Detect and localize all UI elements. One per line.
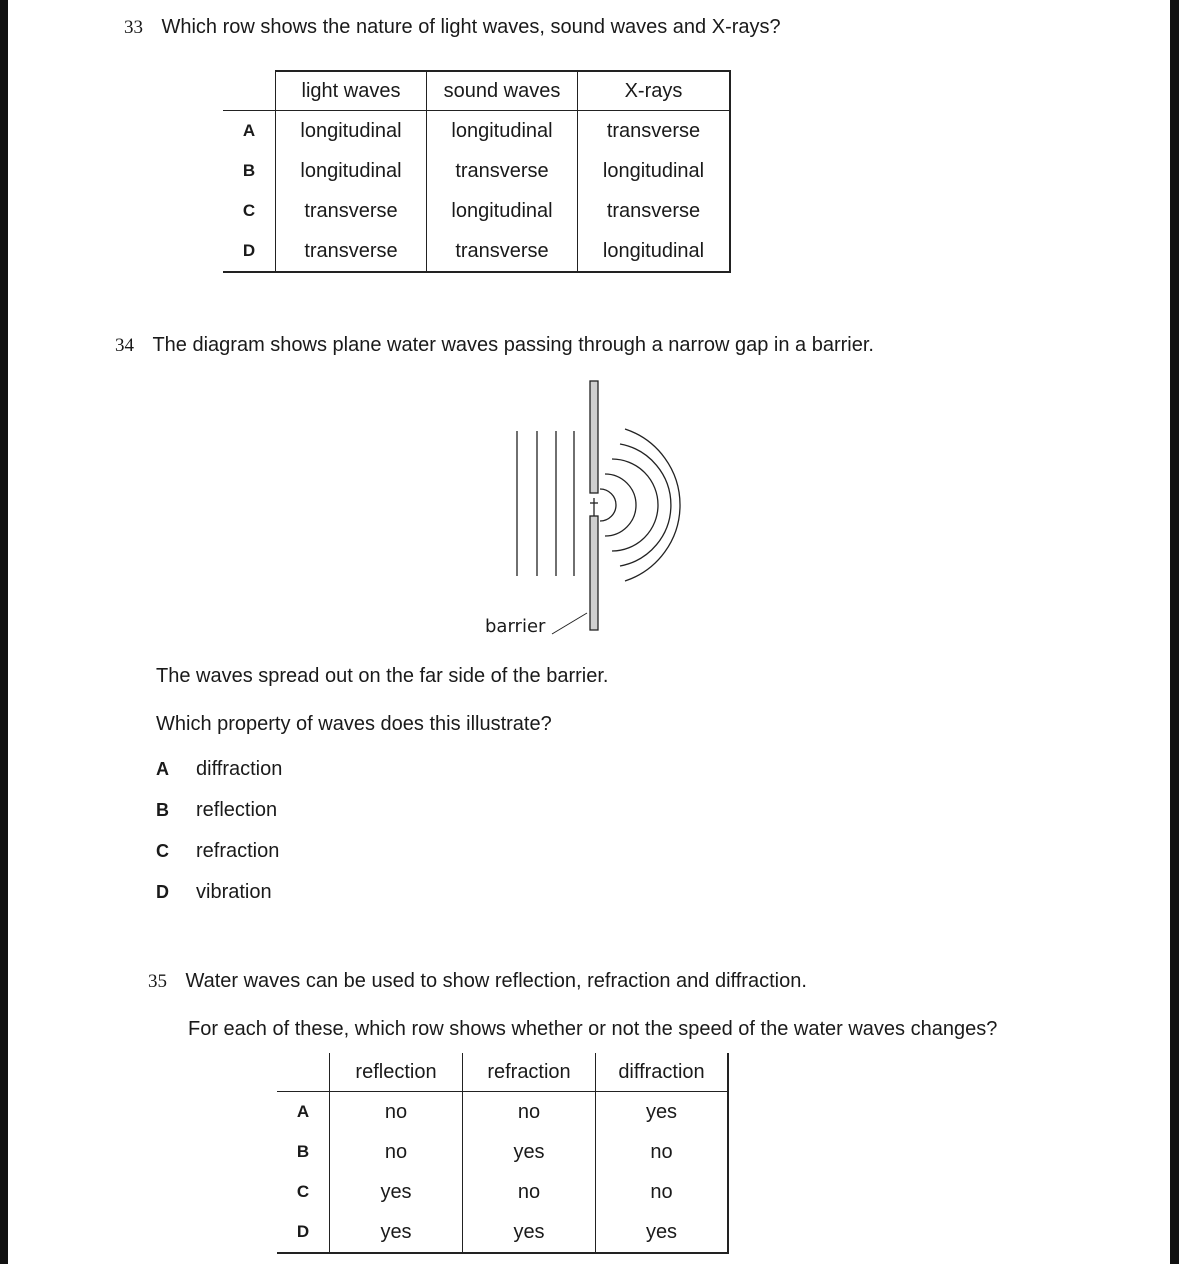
question-text: Which row shows the nature of light waves, sound waves and X-rays?	[161, 16, 781, 38]
barrier	[590, 381, 598, 630]
row-label: C	[296, 1182, 310, 1201]
table-cell: yes	[463, 1212, 596, 1253]
option-a[interactable]	[156, 758, 282, 781]
table-cell: yes	[596, 1092, 729, 1133]
question-text: The diagram shows plane water waves passing through a narrow gap in a barrier.	[152, 334, 874, 356]
column-header: X-rays	[578, 71, 731, 111]
option-label: D	[156, 882, 169, 902]
barrier-label: barrier	[485, 616, 546, 637]
question-number: 35	[148, 971, 167, 992]
table-cell: yes	[330, 1212, 463, 1253]
question-prompt: For each of these, which row shows whether or not the speed of the water waves changes?	[188, 1018, 998, 1040]
barrier-leader-line	[552, 613, 587, 634]
table-cell: longitudinal	[427, 111, 578, 152]
option-label: C	[156, 841, 169, 861]
option-text: diffraction	[196, 758, 283, 780]
row-label: B	[296, 1142, 310, 1161]
table-row	[277, 1212, 728, 1253]
diffraction-diagram	[470, 375, 710, 645]
table-cell: transverse	[427, 151, 578, 191]
option-label: B	[156, 800, 169, 820]
option-label: A	[156, 759, 169, 779]
question-34	[115, 334, 874, 357]
question-statement: The waves spread out on the far side of the barrier.	[156, 665, 609, 687]
table-cell: transverse	[578, 191, 731, 231]
question-number: 34	[115, 335, 134, 356]
option-c[interactable]	[156, 840, 279, 863]
table-cell: no	[596, 1172, 729, 1212]
option-d[interactable]	[156, 881, 272, 904]
table-row	[277, 1172, 728, 1212]
table-cell: no	[463, 1092, 596, 1133]
row-label: D	[223, 231, 276, 272]
table-row	[277, 1132, 728, 1172]
table-cell: transverse	[578, 111, 731, 152]
table-cell: no	[596, 1132, 729, 1172]
incident-wavefronts	[517, 431, 574, 576]
diffracted-wavefronts	[600, 429, 680, 581]
table-row	[223, 111, 730, 152]
table-cell: yes	[463, 1132, 596, 1172]
page-edge-right	[1170, 0, 1179, 1264]
corner-cell	[277, 1053, 330, 1092]
table-row	[277, 1092, 728, 1133]
table-cell: yes	[330, 1172, 463, 1212]
answer-table-35	[277, 1053, 729, 1254]
table-cell: no	[463, 1172, 596, 1212]
column-header: sound waves	[427, 71, 578, 111]
row-label: A	[296, 1102, 310, 1121]
option-text: reflection	[196, 799, 278, 821]
page-edge-left	[0, 0, 8, 1264]
row-label: A	[242, 121, 256, 140]
option-b[interactable]	[156, 799, 277, 822]
question-33	[124, 16, 781, 39]
table-cell: transverse	[276, 191, 427, 231]
question-text: Water waves can be used to show reflection, refraction and diffraction.	[185, 970, 807, 992]
table-row	[223, 231, 730, 272]
row-label: D	[277, 1212, 330, 1253]
question-prompt: Which property of waves does this illustrate?	[156, 713, 552, 735]
table-cell: no	[330, 1092, 463, 1133]
column-header: reflection	[330, 1053, 463, 1092]
row-label: C	[242, 201, 256, 220]
table-row	[223, 151, 730, 191]
table-cell: transverse	[276, 231, 427, 272]
column-header: diffraction	[596, 1053, 729, 1092]
table-cell: longitudinal	[578, 231, 731, 272]
table-cell: longitudinal	[276, 151, 427, 191]
question-number: 33	[124, 17, 143, 38]
question-35	[148, 970, 807, 993]
corner-cell	[223, 71, 276, 111]
table-header-row	[277, 1053, 728, 1092]
table-row	[223, 191, 730, 231]
column-header: refraction	[463, 1053, 596, 1092]
option-text: vibration	[196, 881, 272, 903]
table-cell: no	[330, 1132, 463, 1172]
table-header-row	[223, 71, 730, 111]
table-cell: transverse	[427, 231, 578, 272]
option-text: refraction	[196, 840, 280, 862]
column-header: light waves	[276, 71, 427, 111]
table-cell: longitudinal	[427, 191, 578, 231]
table-cell: yes	[596, 1212, 729, 1253]
answer-table-33	[223, 70, 731, 273]
row-label: B	[242, 161, 256, 180]
table-cell: longitudinal	[276, 111, 427, 152]
table-cell: longitudinal	[578, 151, 731, 191]
